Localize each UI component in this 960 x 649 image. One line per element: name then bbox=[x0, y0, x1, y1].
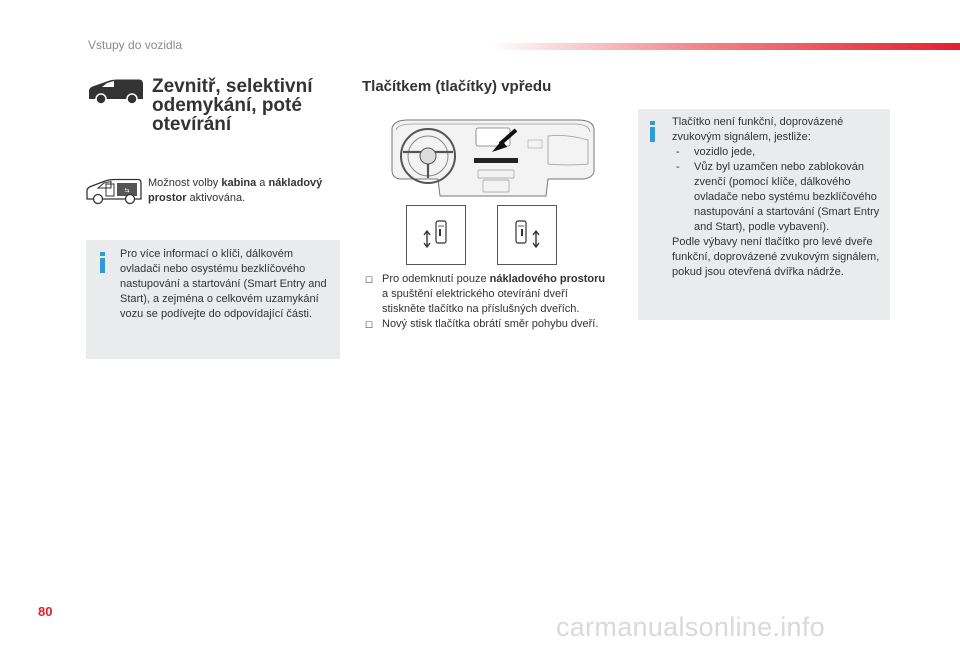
info-text-right: Tlačítko není funkční, doprovázené zvukovým signálem, jestliže: - vozidlo jede, - Vůz byl uzamčen nebo zablokován zvenčí (pomocí klíče, dálkového ovladače nebo systému bezklíčového nastupování a startování (Smart Entry and Start), podle vybavení). Podle výbavy není tlačítko pro levé dveře funkční, doprovázené zvukovým signálem, pokud jsou otevřená dvířka nádrže. bbox=[672, 115, 884, 280]
middle-bullets bbox=[365, 272, 610, 333]
van-icon bbox=[86, 78, 146, 106]
page-number: 80 bbox=[38, 604, 53, 619]
bullet-item: ☐ Nový stisk tlačítka obrátí směr pohybu dveří. bbox=[365, 318, 599, 330]
option-text: Možnost volby kabina a nákladový prostor aktivována. bbox=[148, 177, 323, 204]
footer-watermark: carmanualsonline.info bbox=[556, 612, 825, 642]
header-line bbox=[490, 43, 960, 50]
svg-text:⇆: ⇆ bbox=[124, 188, 130, 194]
info-box-right bbox=[638, 109, 890, 320]
middle-title: Tlačítkem (tlačítky) vpředu bbox=[362, 78, 552, 95]
left-title: Zevnitř, selektivní odemykání, poté otevírání bbox=[152, 76, 313, 135]
right-sliding-door-button-icon bbox=[497, 205, 557, 265]
van-cargo-icon bbox=[84, 177, 144, 205]
info-box-left bbox=[86, 240, 340, 359]
left-sliding-door-button-icon bbox=[406, 205, 466, 265]
info-text: Pro více informací o klíči, dálkovém ovladači nebo osystému bezklíčového nastupování a startování (Smart Entry and Start), a zejména o celkovém uzamykání vozu se podívejte do odpovídající části. bbox=[120, 248, 327, 320]
list-item: - vozidlo jede, bbox=[676, 146, 756, 158]
bullet-item: ☐ Pro odemknutí pouze nákladového prostoru a spuštění elektrického otevírání dveří stiskněte tlačítko na příslušných dveřích. bbox=[365, 273, 606, 315]
section-title: Vstupy do vozidla bbox=[88, 38, 183, 52]
list-item: - Vůz byl uzamčen nebo zablokován zvenčí (pomocí klíče, dálkového ovladače nebo systému bezklíčového nastupování a startování (Smart Entry and Start), podle vybavení). bbox=[676, 161, 880, 233]
dashboard-illustration bbox=[388, 116, 598, 200]
